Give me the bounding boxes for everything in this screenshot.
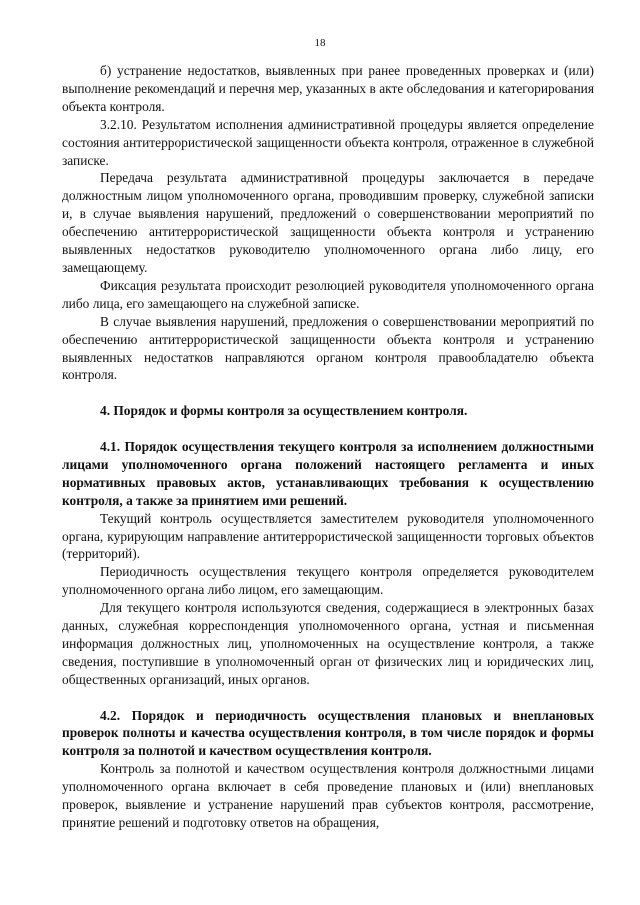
section-4-1-paragraph: Для текущего контроля используются сведения, содержащиеся в электронных базах данных, служебная корреспонденция уполномоченного органа, устная и письменная информация должностных лиц, уполномоченных на осуществление контроля, а также сведения, поступившие в уполномоченный орган от физических лиц и юридических лиц, общественных организаций, иных органов. [62, 600, 594, 687]
section-4-2-paragraph: Контроль за полнотой и качеством осуществления контроля должностными лицами уполномоченного органа включает в себя проведение плановых и (или) внеплановых проверок, выявление и устранение нарушений прав субъектов контроля, рассмотрение, принятие решений и подготовку ответов на обращения, [62, 761, 594, 831]
page-number: 18 [314, 37, 326, 49]
paragraph-3-2-10: 3.2.10. Результатом исполнения административной процедуры является определение состояния антитеррористической защищенности объекта контроля, отраженное в служебной записке. [62, 116, 594, 168]
paragraph-result-transfer: Передача результата административной процедуры заключается в передаче должностным лицом уполномоченного органа, проводившим проверку, служебной записки и, в случае выявления нарушений, предложений о совершенствовании мероприятий по обеспечению антитеррористической защищенности объекта контроля и устранению выявленных недостатков руководителю уполномоченного органа либо лицу, его замещающему. [62, 170, 594, 275]
section-4-heading: 4. Порядок и формы контроля за осуществлением контроля. [100, 403, 468, 419]
paragraph-result-fixation: Фиксация результата происходит резолюцией руководителя уполномоченного органа либо лица, его замещающего на служебной записке. [62, 277, 594, 311]
document-body [62, 62, 594, 832]
paragraph-violations: В случае выявления нарушений, предложения о совершенствовании мероприятий по обеспечению антитеррористической защищенности объекта контроля и устранению выявленных недостатков направляются органом контроля правообладателю объекта контроля. [62, 313, 594, 383]
paragraph-item-b: б) устранение недостатков, выявленных при ранее проведенных проверках и (или) выполнение рекомендаций и перечня мер, указанных в акте обследования и категорирования объекта контроля. [62, 63, 594, 114]
section-4-1-paragraph: Периодичность осуществления текущего контроля определяется руководителем уполномоченного органа либо лицом, его замещающим. [62, 564, 594, 598]
section-4-2-heading: 4.2. Порядок и периодичность осуществления плановых и внеплановых проверок полноты и качества осуществления контроля, в том числе порядок и формы контроля за полнотой и качеством осуществления контроля. [62, 707, 594, 759]
spacer [62, 689, 594, 707]
section-4-1-paragraph: Текущий контроль осуществляется заместителем руководителя уполномоченного органа, курирующим направление антитеррористической защищенности торговых объектов (территорий). [62, 510, 594, 562]
spacer [62, 384, 594, 402]
section-4-1-heading: 4.1. Порядок осуществления текущего контроля за исполнением должностными лицами уполномоченного органа положений настоящего регламента и иных нормативных правовых актов, устанавливающих требования к осуществлению контроля, а также за принятием ими решений. [62, 439, 594, 508]
spacer [62, 420, 594, 438]
